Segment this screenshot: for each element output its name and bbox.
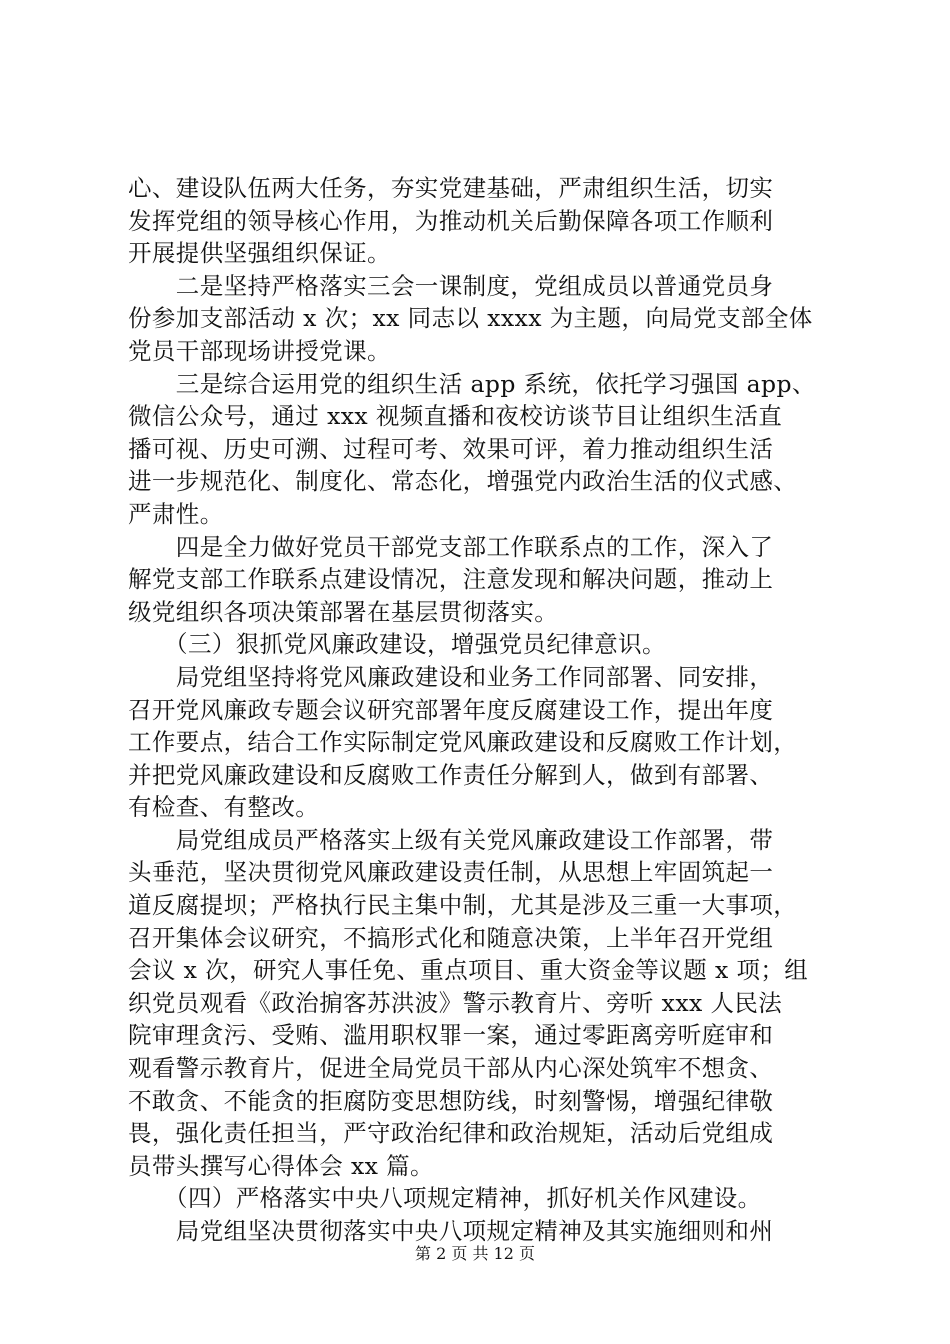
text-line: 观看警示教育片，促进全局党员干部从内心深处筑牢不想贪、 — [128, 1054, 774, 1083]
text-line: 工作要点，结合工作实际制定党风廉政建设和反腐败工作计划， — [128, 728, 798, 757]
text-line: 级党组织各项决策部署在基层贯彻落实。 — [128, 597, 559, 626]
text-line: 解党支部工作联系点建设情况，注意发现和解决问题，推动上 — [128, 565, 774, 594]
text-line: 局党组坚决贯彻落实中央八项规定精神及其实施细则和州 — [128, 1217, 774, 1245]
text-line: 份参加支部活动 x 次；xx 同志以 xxxx 为主题，向局党支部全体 — [128, 304, 813, 333]
text-line: 严肃性。 — [128, 499, 224, 528]
text-line: 播可视、历史可溯、过程可考、效果可评，着力推动组织生活 — [128, 434, 774, 463]
text-line: 四是全力做好党员干部党支部工作联系点的工作，深入了 — [128, 532, 774, 561]
text-line: 道反腐提坝；严格执行民主集中制，尤其是涉及三重一大事项， — [128, 891, 798, 920]
text-line: 微信公众号，通过 xxx 视频直播和夜校访谈节目让组织生活直 — [128, 402, 783, 431]
text-line: 召开集体会议研究，不搞形式化和随意决策，上半年召开党组 — [128, 923, 774, 952]
text-line: 三是综合运用党的组织生活 app 系统，依托学习强国 app、 — [128, 369, 816, 398]
text-line: 员带头撰写心得体会 xx 篇。 — [128, 1151, 434, 1180]
text-line: 开展提供坚强组织保证。 — [128, 239, 391, 268]
text-line: 进一步规范化、制度化、常态化，增强党内政治生活的仪式感、 — [128, 467, 798, 496]
text-line: （三）狠抓党风廉政建设，增强党员纪律意识。 — [128, 630, 666, 659]
text-line: 局党组成员严格落实上级有关党风廉政建设工作部署，带 — [128, 825, 774, 854]
text-line: 党员干部现场讲授党课。 — [128, 336, 391, 365]
text-line: 有检查、有整改。 — [128, 793, 320, 822]
text-line: 发挥党组的领导核心作用，为推动机关后勤保障各项工作顺利 — [128, 206, 774, 235]
text-line: 二是坚持严格落实三会一课制度，党组成员以普通党员身 — [128, 271, 774, 300]
document-body — [128, 172, 828, 1248]
text-line: 织党员观看《政治掮客苏洪波》警示教育片、旁听 xxx 人民法 — [128, 988, 783, 1017]
text-line: （四）严格落实中央八项规定精神，抓好机关作风建设。 — [128, 1184, 762, 1213]
text-line: 会议 x 次，研究人事任免、重点项目、重大资金等议题 x 项；组 — [128, 956, 809, 985]
text-line: 院审理贪污、受贿、滥用职权罪一案，通过零距离旁听庭审和 — [128, 1021, 774, 1050]
page-number-footer: 第 2 页 共 12 页 — [415, 1244, 535, 1263]
text-line: 召开党风廉政专题会议研究部署年度反腐建设工作，提出年度 — [128, 695, 774, 724]
text-line: 头垂范，坚决贯彻党风廉政建设责任制，从思想上牢固筑起一 — [128, 858, 774, 887]
text-line: 心、建设队伍两大任务，夯实党建基础，严肃组织生活，切实 — [128, 174, 774, 202]
text-line: 局党组坚持将党风廉政建设和业务工作同部署、同安排， — [128, 662, 774, 691]
text-line: 并把党风廉政建设和反腐败工作责任分解到人，做到有部署、 — [128, 760, 774, 789]
text-line: 畏，强化责任担当，严守政治纪律和政治规矩，活动后党组成 — [128, 1119, 774, 1148]
text-line: 不敢贪、不能贪的拒腐防变思想防线，时刻警惕，增强纪律敬 — [128, 1086, 774, 1115]
